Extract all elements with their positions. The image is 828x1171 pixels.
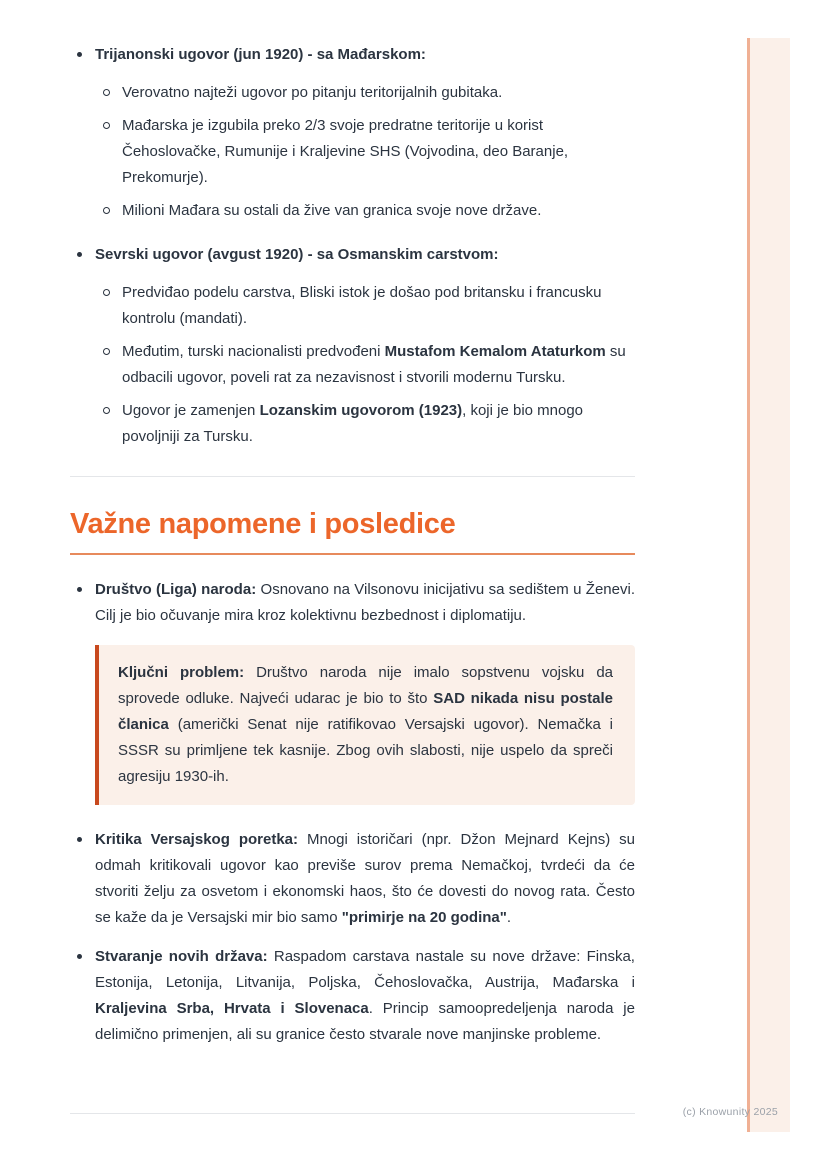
note-text: Društvo (Liga) naroda: Osnovano na Vilsonovu inicijativu sa sedištem u Ženevi. Cilj je bio očuvanje mira kroz kolektivnu bezbednost i diplomatiju. [95, 581, 635, 624]
list-item [95, 280, 635, 332]
right-page-edge-stripe [747, 38, 790, 1132]
treaty-title: Sevrski ugovor (avgust 1920) - sa Osmanskim carstvom: [95, 246, 499, 263]
bullet-icon [70, 827, 95, 931]
list-item [70, 242, 635, 268]
circle-bullet-icon [95, 339, 122, 391]
note-item-liga [70, 577, 635, 629]
note-text: Stvaranje novih država: Raspadom carstava nastale su nove države: Finska, Estonija, Letonija, Litvanija, Poljska, Čehoslovačka, Austrija, Mađarska i Kraljevina Srba, Hrvata i Slovenaca. Princip samoopredeljenja naroda je delimično primenjen, ali su granice često stvarale nove manjinske probleme. [95, 948, 635, 1043]
note-text: Kritika Versajskog poretka: Mnogi istoričari (npr. Džon Mejnard Kejns) su odmah kritikovali ugovor kao previše surov prema Nemačkoj, tvrdeći da će stvoriti želju za osvetom i ekonomski haos, što će dovesti do novog rata. Često se kaže da je Versajski mir bio samo "primirje na 20 godina". [95, 831, 636, 926]
list-item [95, 398, 635, 450]
sub-list [95, 80, 635, 224]
footer-copyright: (c) Knowunity 2025 [682, 1106, 778, 1118]
sub-item-text: Međutim, turski nacionalisti predvođeni Mustafom Kemalom Ataturkom su odbacili ugovor, poveli rat za nezavisnost i stvorili modernu Tursku. [122, 343, 626, 386]
treaty-title: Trijanonski ugovor (jun 1920) - sa Mađarskom: [95, 46, 426, 63]
section-heading: Važne napomene i posledice [70, 507, 635, 555]
callout-box [95, 645, 635, 805]
note-item-drzave [70, 944, 635, 1048]
circle-bullet-icon [95, 113, 122, 191]
bullet-icon [70, 42, 95, 68]
section-divider [70, 476, 635, 477]
sub-item-text: Mađarska je izgubila preko 2/3 svoje predratne teritorije u korist Čehoslovačke, Rumunije i Kraljevine SHS (Vojvodina, deo Baranje, Prekomurje). [122, 117, 569, 186]
footer-divider [70, 1113, 635, 1114]
sub-item-text: Verovatno najteži ugovor po pitanju teritorijalnih gubitaka. [122, 84, 503, 101]
list-item [95, 339, 635, 391]
list-item [95, 113, 635, 191]
sub-item-text: Milioni Mađara su ostali da žive van granica svoje nove države. [122, 202, 542, 219]
bullet-icon [70, 242, 95, 268]
circle-bullet-icon [95, 80, 122, 106]
circle-bullet-icon [95, 198, 122, 224]
document-content [70, 42, 635, 1048]
list-item [70, 42, 635, 68]
circle-bullet-icon [95, 280, 122, 332]
treaty-section-sevres [70, 242, 635, 450]
circle-bullet-icon [95, 398, 122, 450]
page-footer [0, 1104, 828, 1126]
callout-text: Ključni problem: Društvo naroda nije imalo sopstvenu vojsku da sprovede odluke. Najveći udarac je bio to što SAD nikada nisu postale članica (američki Senat nije ratifikovao Versajski ugovor). Nemačka i SSSR su primljene tek kasnije. Zbog ovih slabosti, nije uspelo da spreči agresiju 1930-ih. [118, 664, 613, 785]
sub-item-text: Ugovor je zamenjen Lozanskim ugovorom (1923), koji je bio mnogo povoljniji za Tursku. [122, 402, 584, 445]
treaty-section-trianon [70, 42, 635, 224]
list-item [95, 80, 635, 106]
sub-list [95, 280, 635, 450]
note-item-kritika [70, 827, 635, 931]
bullet-icon [70, 577, 95, 629]
sub-item-text: Predviđao podelu carstva, Bliski istok je došao pod britansku i francusku kontrolu (mandati). [122, 284, 602, 327]
bullet-icon [70, 944, 95, 1048]
list-item [95, 198, 635, 224]
